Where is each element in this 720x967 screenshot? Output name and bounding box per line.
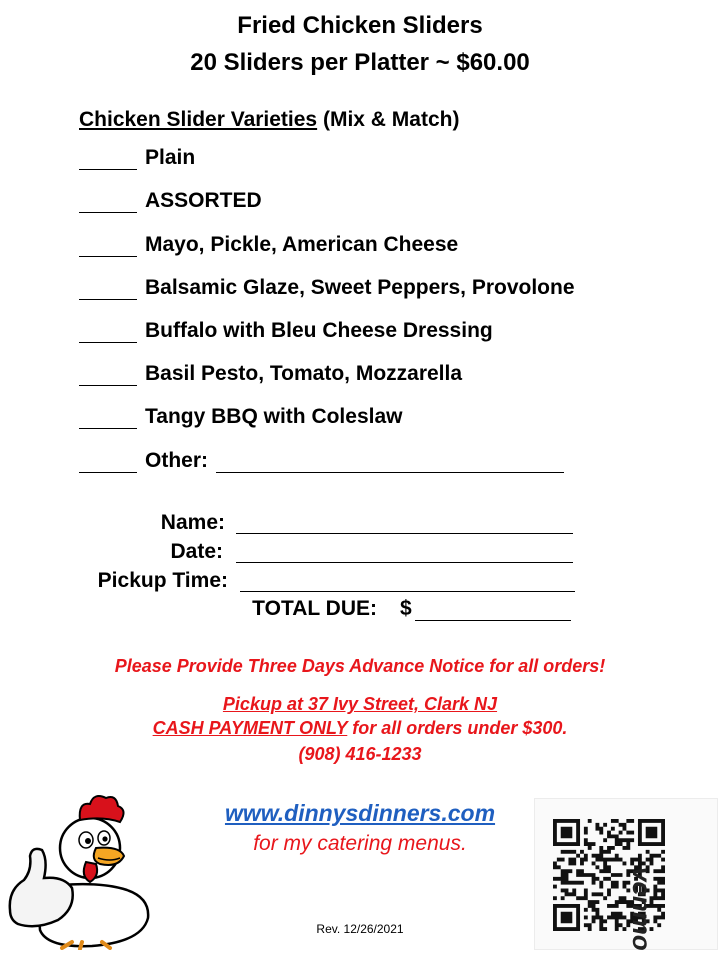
quantity-blank[interactable] — [79, 194, 137, 213]
page-subtitle-price: 20 Sliders per Platter ~ $60.00 — [190, 49, 530, 76]
variety-label: Plain — [145, 146, 196, 169]
section-heading — [79, 108, 459, 132]
quantity-blank[interactable] — [79, 151, 137, 170]
venmo-card[interactable] — [534, 798, 718, 950]
quantity-blank[interactable] — [79, 324, 137, 343]
date-field[interactable] — [236, 562, 573, 563]
date-label: Date: — [170, 540, 223, 563]
variety-option[interactable] — [79, 189, 262, 213]
variety-label: ASSORTED — [145, 189, 262, 212]
variety-option[interactable] — [79, 233, 458, 257]
cash-only-emphasis: CASH PAYMENT ONLY — [152, 718, 348, 738]
revision-date: Rev. 12/26/2021 — [316, 922, 404, 936]
total-due-label: TOTAL DUE: — [252, 597, 377, 620]
variety-option[interactable] — [79, 405, 402, 429]
quantity-blank[interactable] — [79, 454, 137, 473]
variety-label: Balsamic Glaze, Sweet Peppers, Provolone — [145, 276, 575, 299]
pickup-time-label: Pickup Time: — [97, 569, 228, 592]
variety-label: Buffalo with Bleu Cheese Dressing — [145, 319, 493, 342]
quantity-blank[interactable] — [79, 238, 137, 257]
variety-option[interactable] — [79, 276, 575, 300]
quantity-blank[interactable] — [79, 281, 137, 300]
quantity-blank[interactable] — [79, 367, 137, 386]
variety-label: Mayo, Pickle, American Cheese — [145, 233, 459, 256]
other-write-in-field[interactable] — [216, 454, 564, 473]
cash-payment-rest: for all orders under $300. — [347, 718, 568, 738]
phone-number[interactable]: (908) 416-1233 — [298, 744, 422, 764]
variety-option[interactable] — [79, 146, 195, 170]
section-heading-text: Chicken Slider Varieties — [79, 108, 318, 131]
variety-option[interactable] — [79, 362, 462, 386]
page-title: Fried Chicken Sliders — [237, 12, 483, 39]
pickup-time-field[interactable] — [240, 591, 575, 592]
chicken-mascot-icon — [2, 790, 152, 950]
cash-payment-text — [0, 718, 720, 739]
variety-label: Basil Pesto, Tomato, Mozzarella — [145, 362, 463, 385]
pickup-address-text: Pickup at 37 Ivy Street, Clark NJ — [222, 694, 498, 714]
other-label: Other: — [145, 449, 208, 472]
currency-symbol: $ — [400, 597, 412, 620]
venmo-label: venmo — [627, 867, 657, 951]
quantity-blank[interactable] — [79, 410, 137, 429]
variety-label: Tangy BBQ with Coleslaw — [145, 405, 403, 428]
variety-option-other[interactable] — [79, 449, 564, 473]
section-heading-note: (Mix & Match) — [317, 108, 460, 131]
name-field[interactable] — [236, 533, 573, 534]
website-link[interactable]: www.dinnysdinners.com — [224, 800, 496, 826]
website-subtitle: for my catering menus. — [253, 832, 467, 855]
name-label: Name: — [160, 511, 225, 534]
advance-notice-text: Please Provide Three Days Advance Notice for all orders! — [114, 656, 606, 676]
variety-option[interactable] — [79, 319, 493, 343]
total-due-field[interactable] — [415, 620, 571, 621]
